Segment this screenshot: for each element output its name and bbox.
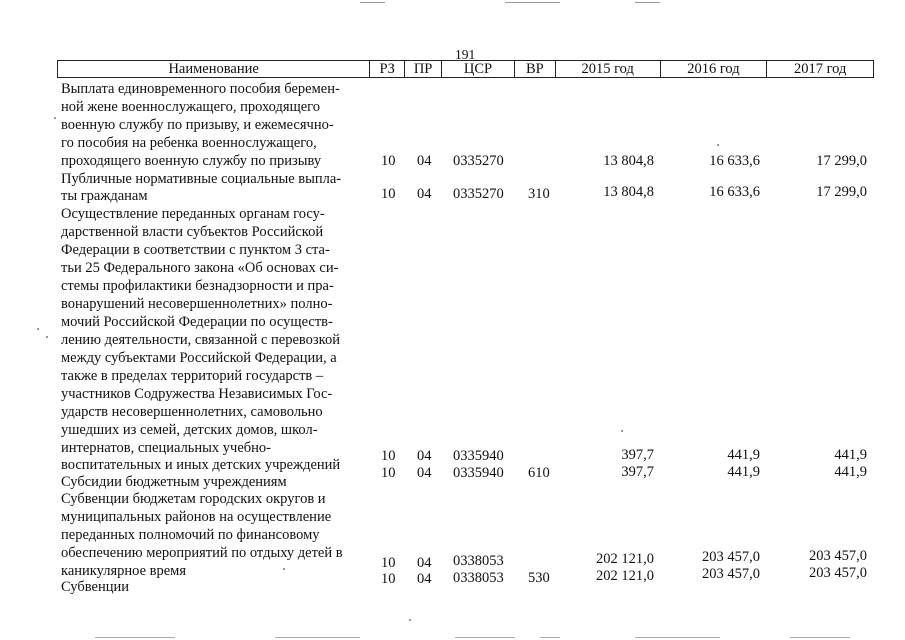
name-line: Публичные нормативные социальные выпла-: [61, 171, 342, 187]
name-line: интернатов, специальных учебно-: [61, 440, 271, 456]
cell-2015: 202 121,0: [596, 551, 654, 567]
name-line: ной жене военнослужащего, проходящего: [61, 99, 321, 115]
name-line: переданных полномочий по финансовому: [61, 527, 320, 543]
name-line: ты гражданам: [61, 188, 148, 204]
table-row: [0, 465, 905, 483]
cell-2016: 441,9: [727, 447, 760, 463]
header-2015: 2015 год: [556, 61, 661, 77]
cell-csr: 0338053: [453, 553, 504, 569]
name-line: Субсидии бюджетным учреждениям: [61, 474, 287, 490]
cell-rz: 10: [381, 153, 396, 169]
cell-csr: 0335270: [453, 186, 504, 202]
cell-rz: 10: [381, 555, 396, 571]
name-line: мочий Российской Федерации по осуществ-: [61, 314, 333, 330]
cell-2016: 441,9: [727, 464, 760, 480]
cell-2016: 16 633,6: [709, 184, 760, 200]
cell-pr: 04: [417, 571, 432, 587]
cell-2015: 13 804,8: [603, 184, 654, 200]
header-2016: 2016 год: [661, 61, 768, 77]
cell-2017: 17 299,0: [816, 184, 867, 200]
cell-2016: 203 457,0: [702, 549, 760, 565]
table-header: [57, 60, 874, 78]
cell-pr: 04: [417, 186, 432, 202]
cell-2017: 441,9: [834, 447, 867, 463]
name-line: вонарушений несовершеннолетних» полно-: [61, 296, 333, 312]
name-line: стемы профилактики безнадзорности и пра-: [61, 278, 334, 294]
cell-rz: 10: [381, 465, 396, 481]
cell-pr: 04: [417, 153, 432, 169]
name-line: военную службу по призыву, и ежемесячно-: [61, 117, 334, 133]
name-line: воспитательных и иных детских учреждений: [61, 457, 341, 473]
cell-vr: 610: [528, 465, 550, 481]
name-line: Выплата единовременного пособия беремен-: [61, 81, 340, 97]
header-name: Наименование: [58, 61, 370, 77]
cell-csr: 0338053: [453, 570, 504, 586]
name-line: муниципальных районов на осуществление: [61, 509, 332, 525]
cell-pr: 04: [417, 448, 432, 464]
name-line: ударств несовершеннолетних, самовольно: [61, 404, 323, 420]
cell-2016: 16 633,6: [709, 153, 760, 169]
name-line: тьи 25 Федерального закона «Об основах си-: [61, 260, 339, 276]
name-line: лению деятельности, связанной с перевозкой: [61, 332, 340, 348]
name-line: Субвенции: [61, 579, 129, 595]
cell-2017: 17 299,0: [816, 153, 867, 169]
name-line: обеспечению мероприятий по отдыху детей в: [61, 545, 343, 561]
name-line: дарственной власти субъектов Российской: [61, 224, 324, 240]
header-csr: ЦСР: [442, 61, 515, 77]
cell-2015: 13 804,8: [603, 153, 654, 169]
cell-vr: 530: [528, 570, 550, 586]
name-line: проходящего военную службу по призыву: [61, 153, 322, 169]
page-number: 191: [455, 47, 476, 62]
cell-pr: 04: [417, 555, 432, 571]
cell-2017: 441,9: [834, 464, 867, 480]
name-line: ушедших из семей, детских домов, школ-: [61, 422, 318, 438]
name-line: также в пределах территорий государств –: [61, 368, 324, 384]
header-rz: РЗ: [370, 61, 405, 77]
cell-pr: 04: [417, 465, 432, 481]
cell-rz: 10: [381, 186, 396, 202]
name-line: Осуществление переданных органам госу-: [61, 206, 325, 222]
header-2017: 2017 год: [793, 61, 847, 77]
cell-csr: 0335270: [453, 153, 504, 169]
table-row: [0, 183, 905, 201]
cell-2015: 397,7: [621, 447, 654, 463]
cell-csr: 0335940: [453, 465, 504, 481]
name-line: участников Содружества Независимых Гос-: [61, 386, 333, 402]
cell-rz: 10: [381, 448, 396, 464]
name-line: го пособия на ребенка военнослужащего,: [61, 135, 317, 151]
name-line: между субъектами Российской Федерации, а: [61, 350, 337, 366]
name-line: Субвенции бюджетам городских округов и: [61, 491, 326, 507]
header-pr: ПР: [405, 61, 442, 77]
header-vr: ВР: [515, 61, 556, 77]
name-line: Федерации в соответствии с пунктом 3 ста-: [61, 242, 330, 258]
cell-2016: 203 457,0: [702, 566, 760, 582]
cell-vr: 310: [528, 186, 550, 202]
cell-rz: 10: [381, 571, 396, 587]
name-line: каникулярное время: [61, 563, 187, 579]
table-row: [0, 153, 905, 171]
cell-2015: 202 121,0: [596, 568, 654, 584]
cell-2017: 203 457,0: [809, 565, 867, 581]
cell-2015: 397,7: [621, 464, 654, 480]
table-row: [0, 448, 905, 466]
cell-csr: 0335940: [453, 448, 504, 464]
cell-2017: 203 457,0: [809, 548, 867, 564]
